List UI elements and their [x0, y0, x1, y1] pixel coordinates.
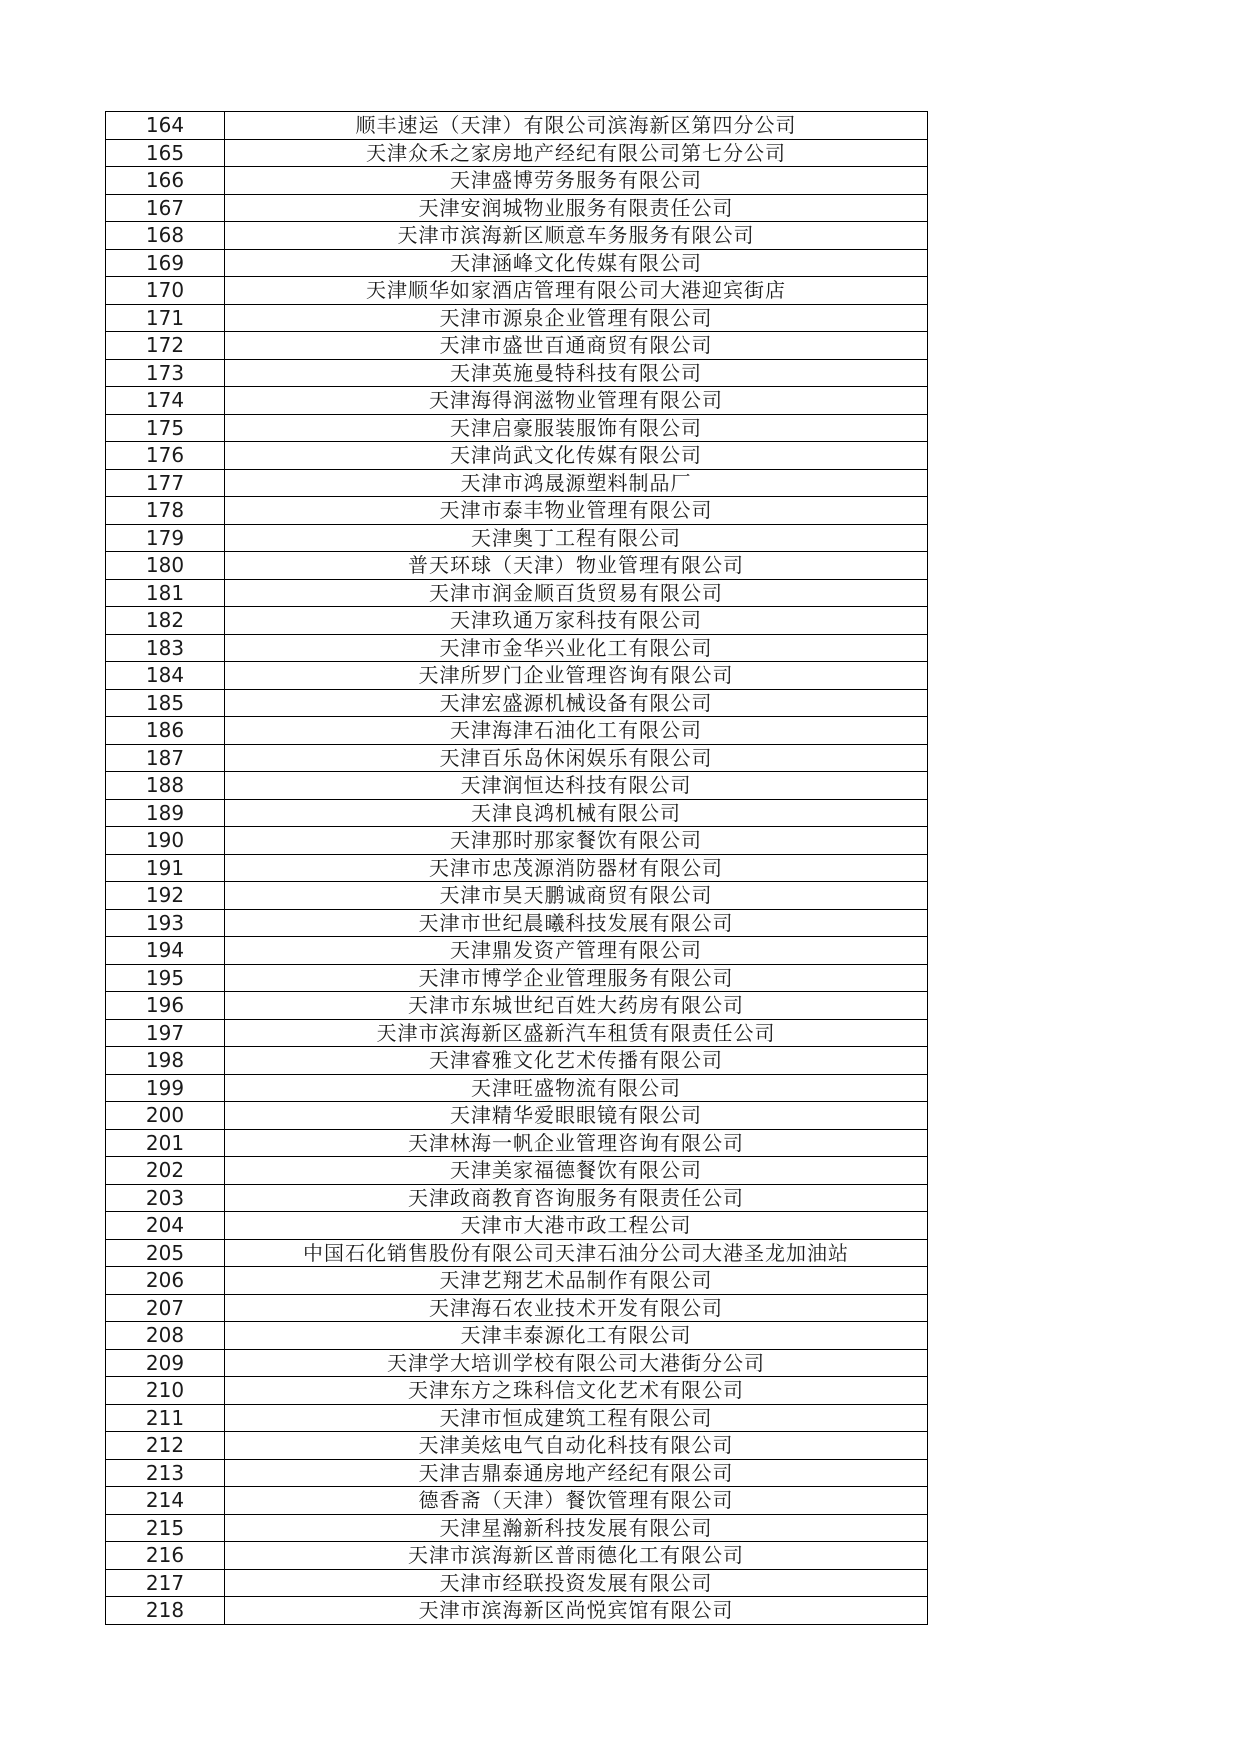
table-row [106, 1349, 928, 1377]
row-number-cell: 193 [106, 909, 225, 937]
row-number-cell: 183 [106, 634, 225, 662]
company-name-cell: 天津尚武文化传媒有限公司 [225, 442, 928, 470]
company-name-cell: 天津海得润滋物业管理有限公司 [225, 387, 928, 415]
row-number-cell: 186 [106, 717, 225, 745]
row-number-cell: 182 [106, 607, 225, 635]
company-name-cell: 天津启豪服装服饰有限公司 [225, 414, 928, 442]
table-row [106, 1074, 928, 1102]
row-number-cell: 165 [106, 139, 225, 167]
row-number-cell: 190 [106, 827, 225, 855]
table-row [106, 1459, 928, 1487]
table-row [106, 1404, 928, 1432]
table-row [106, 1294, 928, 1322]
company-name-cell: 德香斋（天津）餐饮管理有限公司 [225, 1487, 928, 1515]
table-row [106, 222, 928, 250]
table-row [106, 1487, 928, 1515]
company-name-cell: 天津市泰丰物业管理有限公司 [225, 497, 928, 525]
table-row [106, 1184, 928, 1212]
company-name-cell: 天津市大港市政工程公司 [225, 1212, 928, 1240]
row-number-cell: 170 [106, 277, 225, 305]
company-name-cell: 天津众禾之家房地产经纪有限公司第七分公司 [225, 139, 928, 167]
row-number-cell: 201 [106, 1129, 225, 1157]
row-number-cell: 211 [106, 1404, 225, 1432]
company-name-cell: 天津美炫电气自动化科技有限公司 [225, 1432, 928, 1460]
company-name-cell: 普天环球（天津）物业管理有限公司 [225, 552, 928, 580]
table-row [106, 139, 928, 167]
row-number-cell: 164 [106, 112, 225, 140]
company-name-cell: 天津良鸿机械有限公司 [225, 799, 928, 827]
company-name-cell: 天津市忠茂源消防器材有限公司 [225, 854, 928, 882]
company-name-cell: 天津海石农业技术开发有限公司 [225, 1294, 928, 1322]
row-number-cell: 202 [106, 1157, 225, 1185]
company-name-cell: 天津市盛世百通商贸有限公司 [225, 332, 928, 360]
table-row [106, 167, 928, 195]
table-row [106, 1129, 928, 1157]
company-name-cell: 天津盛博劳务服务有限公司 [225, 167, 928, 195]
row-number-cell: 200 [106, 1102, 225, 1130]
table-row [106, 992, 928, 1020]
company-name-cell: 天津丰泰源化工有限公司 [225, 1322, 928, 1350]
row-number-cell: 203 [106, 1184, 225, 1212]
row-number-cell: 169 [106, 249, 225, 277]
company-name-cell: 天津海津石油化工有限公司 [225, 717, 928, 745]
company-name-cell: 天津市博学企业管理服务有限公司 [225, 964, 928, 992]
company-name-cell: 天津市滨海新区尚悦宾馆有限公司 [225, 1597, 928, 1625]
row-number-cell: 215 [106, 1514, 225, 1542]
table-row [106, 854, 928, 882]
table-row [106, 359, 928, 387]
row-number-cell: 204 [106, 1212, 225, 1240]
company-name-cell: 天津吉鼎泰通房地产经纪有限公司 [225, 1459, 928, 1487]
table-row [106, 634, 928, 662]
row-number-cell: 185 [106, 689, 225, 717]
company-name-cell: 天津市世纪晨曦科技发展有限公司 [225, 909, 928, 937]
row-number-cell: 210 [106, 1377, 225, 1405]
table-row [106, 662, 928, 690]
row-number-cell: 175 [106, 414, 225, 442]
company-name-cell: 天津艺翔艺术品制作有限公司 [225, 1267, 928, 1295]
row-number-cell: 212 [106, 1432, 225, 1460]
company-name-cell: 天津市鸿晟源塑料制品厂 [225, 469, 928, 497]
company-name-cell: 天津市金华兴业化工有限公司 [225, 634, 928, 662]
table-row [106, 1267, 928, 1295]
company-name-cell: 天津东方之珠科信文化艺术有限公司 [225, 1377, 928, 1405]
company-list-body [106, 112, 928, 1625]
row-number-cell: 196 [106, 992, 225, 1020]
row-number-cell: 173 [106, 359, 225, 387]
table-row [106, 497, 928, 525]
company-name-cell: 天津市源泉企业管理有限公司 [225, 304, 928, 332]
row-number-cell: 209 [106, 1349, 225, 1377]
table-row [106, 1019, 928, 1047]
row-number-cell: 184 [106, 662, 225, 690]
row-number-cell: 168 [106, 222, 225, 250]
company-name-cell: 天津精华爱眼眼镜有限公司 [225, 1102, 928, 1130]
table-row [106, 1597, 928, 1625]
row-number-cell: 208 [106, 1322, 225, 1350]
table-row [106, 799, 928, 827]
row-number-cell: 199 [106, 1074, 225, 1102]
table-row [106, 579, 928, 607]
table-row [106, 552, 928, 580]
company-name-cell: 天津安润城物业服务有限责任公司 [225, 194, 928, 222]
company-name-cell: 顺丰速运（天津）有限公司滨海新区第四分公司 [225, 112, 928, 140]
row-number-cell: 217 [106, 1569, 225, 1597]
company-name-cell: 天津玖通万家科技有限公司 [225, 607, 928, 635]
row-number-cell: 191 [106, 854, 225, 882]
company-name-cell: 天津政商教育咨询服务有限责任公司 [225, 1184, 928, 1212]
table-row [106, 772, 928, 800]
table-row [106, 1047, 928, 1075]
row-number-cell: 207 [106, 1294, 225, 1322]
company-name-cell: 天津睿雅文化艺术传播有限公司 [225, 1047, 928, 1075]
company-name-cell: 天津市滨海新区盛新汽车租赁有限责任公司 [225, 1019, 928, 1047]
table-row [106, 414, 928, 442]
table-row [106, 827, 928, 855]
table-row [106, 277, 928, 305]
row-number-cell: 194 [106, 937, 225, 965]
row-number-cell: 197 [106, 1019, 225, 1047]
table-row [106, 964, 928, 992]
row-number-cell: 181 [106, 579, 225, 607]
table-row [106, 882, 928, 910]
table-row [106, 689, 928, 717]
table-row [106, 1322, 928, 1350]
table-row [106, 1377, 928, 1405]
company-list-table [105, 111, 928, 1625]
row-number-cell: 216 [106, 1542, 225, 1570]
table-row [106, 1432, 928, 1460]
table-row [106, 442, 928, 470]
row-number-cell: 218 [106, 1597, 225, 1625]
row-number-cell: 176 [106, 442, 225, 470]
company-name-cell: 天津百乐岛休闲娱乐有限公司 [225, 744, 928, 772]
table-row [106, 112, 928, 140]
table-row [106, 744, 928, 772]
company-name-cell: 天津市润金顺百货贸易有限公司 [225, 579, 928, 607]
table-row [106, 332, 928, 360]
table-row [106, 1102, 928, 1130]
table-row [106, 909, 928, 937]
company-name-cell: 天津那时那家餐饮有限公司 [225, 827, 928, 855]
row-number-cell: 174 [106, 387, 225, 415]
table-row [106, 387, 928, 415]
company-name-cell: 天津英施曼特科技有限公司 [225, 359, 928, 387]
row-number-cell: 205 [106, 1239, 225, 1267]
table-row [106, 1569, 928, 1597]
table-row [106, 1212, 928, 1240]
company-name-cell: 天津旺盛物流有限公司 [225, 1074, 928, 1102]
table-row [106, 1542, 928, 1570]
row-number-cell: 179 [106, 524, 225, 552]
row-number-cell: 198 [106, 1047, 225, 1075]
company-name-cell: 天津星瀚新科技发展有限公司 [225, 1514, 928, 1542]
company-name-cell: 天津市恒成建筑工程有限公司 [225, 1404, 928, 1432]
row-number-cell: 178 [106, 497, 225, 525]
table-row [106, 1157, 928, 1185]
company-name-cell: 天津市昊天鹏诚商贸有限公司 [225, 882, 928, 910]
table-row [106, 1239, 928, 1267]
row-number-cell: 192 [106, 882, 225, 910]
table-row [106, 1514, 928, 1542]
table-row [106, 607, 928, 635]
company-name-cell: 天津奥丁工程有限公司 [225, 524, 928, 552]
company-name-cell: 天津所罗门企业管理咨询有限公司 [225, 662, 928, 690]
table-row [106, 937, 928, 965]
row-number-cell: 187 [106, 744, 225, 772]
row-number-cell: 214 [106, 1487, 225, 1515]
company-name-cell: 天津润恒达科技有限公司 [225, 772, 928, 800]
company-name-cell: 天津涵峰文化传媒有限公司 [225, 249, 928, 277]
row-number-cell: 189 [106, 799, 225, 827]
row-number-cell: 166 [106, 167, 225, 195]
company-name-cell: 天津美家福德餐饮有限公司 [225, 1157, 928, 1185]
company-name-cell: 天津学大培训学校有限公司大港街分公司 [225, 1349, 928, 1377]
row-number-cell: 213 [106, 1459, 225, 1487]
row-number-cell: 180 [106, 552, 225, 580]
table-row [106, 304, 928, 332]
company-name-cell: 天津鼎发资产管理有限公司 [225, 937, 928, 965]
row-number-cell: 188 [106, 772, 225, 800]
company-name-cell: 天津市滨海新区普雨德化工有限公司 [225, 1542, 928, 1570]
table-row [106, 469, 928, 497]
table-row [106, 524, 928, 552]
table-row [106, 194, 928, 222]
table-row [106, 717, 928, 745]
row-number-cell: 172 [106, 332, 225, 360]
company-name-cell: 天津顺华如家酒店管理有限公司大港迎宾街店 [225, 277, 928, 305]
company-name-cell: 天津林海一帆企业管理咨询有限公司 [225, 1129, 928, 1157]
company-name-cell: 天津市东城世纪百姓大药房有限公司 [225, 992, 928, 1020]
row-number-cell: 206 [106, 1267, 225, 1295]
row-number-cell: 195 [106, 964, 225, 992]
company-name-cell: 天津市经联投资发展有限公司 [225, 1569, 928, 1597]
row-number-cell: 177 [106, 469, 225, 497]
company-name-cell: 天津宏盛源机械设备有限公司 [225, 689, 928, 717]
company-name-cell: 中国石化销售股份有限公司天津石油分公司大港圣龙加油站 [225, 1239, 928, 1267]
table-row [106, 249, 928, 277]
row-number-cell: 171 [106, 304, 225, 332]
company-name-cell: 天津市滨海新区顺意车务服务有限公司 [225, 222, 928, 250]
row-number-cell: 167 [106, 194, 225, 222]
